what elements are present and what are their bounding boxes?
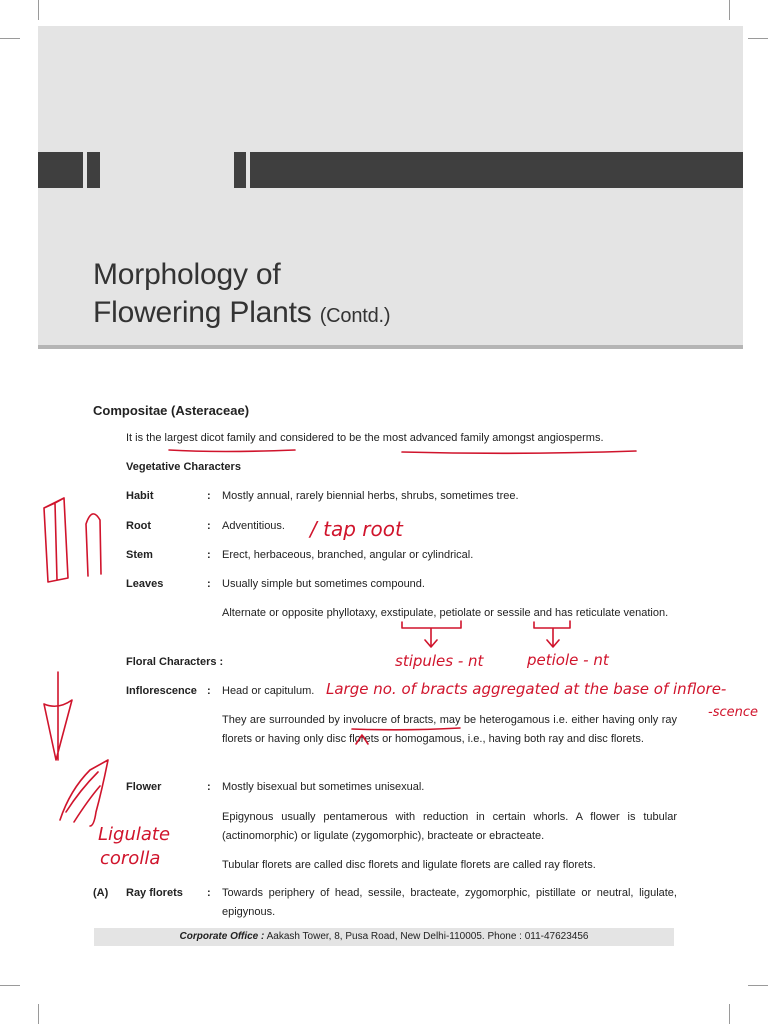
header-bar-tab xyxy=(100,152,234,188)
ray-enum: (A) xyxy=(93,887,109,899)
floral-heading: Floral Characters : xyxy=(126,656,224,668)
annotation-tap-root: / tap root xyxy=(310,517,403,541)
annotation-stipules: stipules - nt xyxy=(395,652,484,670)
brace-exstipulate xyxy=(402,621,461,647)
ligulate-corolla-sketch xyxy=(60,760,108,826)
vegetative-heading: Vegetative Characters xyxy=(126,461,241,473)
footer xyxy=(94,928,674,946)
row-text-leaves: Usually simple but sometimes compound. xyxy=(222,578,425,590)
row-label-habit: Habit xyxy=(126,490,154,502)
underline-largest-dicot xyxy=(169,450,295,452)
crop-mark xyxy=(729,1004,730,1024)
arrow-sketch xyxy=(44,672,72,760)
prism-sketch xyxy=(44,498,68,582)
crop-mark xyxy=(729,0,730,20)
annotation-corolla: corolla xyxy=(100,848,161,869)
annotation-bracts-line2: -scence xyxy=(708,705,758,720)
crop-mark xyxy=(38,0,39,20)
chapter-title xyxy=(93,256,390,335)
row-label-leaves: Leaves xyxy=(126,578,164,590)
row-text-ray-florets: Towards periphery of head, sessile, bracteate, zygomorphic, pistillate or neutral, ligulate, epigynous. xyxy=(222,887,677,918)
row-text-habit: Mostly annual, rarely biennial herbs, shrubs, sometimes tree. xyxy=(222,490,519,502)
colon: : xyxy=(207,549,211,561)
annotation-ligulate: Ligulate xyxy=(98,824,171,845)
colon: : xyxy=(207,520,211,532)
section-heading: Compositae (Asteraceae) xyxy=(93,403,250,418)
crop-mark xyxy=(748,985,768,986)
crop-mark xyxy=(38,1004,39,1024)
annotation-bracts-line1: Large no. of bracts aggregated at the base of inflore- xyxy=(326,680,727,698)
row-text-stem: Erect, herbaceous, branched, angular or cylindrical. xyxy=(222,549,474,561)
crop-mark xyxy=(748,38,768,39)
colon: : xyxy=(207,685,211,697)
flower-details: Epigynous usually pentamerous with reduction in certain whorls. A flower is tubular (actinomorphic) or ligulate (zygomorphic), bracteate or ebracteate. xyxy=(222,811,677,842)
arch-sketch xyxy=(86,514,101,576)
row-text-inflorescence: Head or capitulum. xyxy=(222,685,315,697)
title-line-1: Morphology of xyxy=(93,258,281,291)
row-text-root: Adventitious. xyxy=(222,520,285,532)
row-label-stem: Stem xyxy=(126,549,153,561)
row-label-root: Root xyxy=(126,520,152,532)
underline-most-advanced xyxy=(402,451,636,453)
section-intro: It is the largest dicot family and considered to be the most advanced family amongst angiosperms. xyxy=(126,432,604,444)
leaves-details: Alternate or opposite phyllotaxy, exstipulate, petiolate or sessile and has reticulate venation. xyxy=(222,607,669,619)
inflorescence-details: They are surrounded by involucre of bracts, may be heterogamous i.e. either having only ray florets or having only disc florets or homogamous, i.e., having both ray and disc florets. xyxy=(222,714,677,745)
footer-label: Corporate Office : xyxy=(179,931,265,942)
header-shadow xyxy=(38,345,743,349)
annotation-petiole: petiole - nt xyxy=(527,651,609,669)
row-label-flower: Flower xyxy=(126,781,162,793)
colon: : xyxy=(207,490,211,502)
title-line-2: Flowering Plants (Contd.) xyxy=(93,296,391,329)
row-text-flower: Mostly bisexual but sometimes unisexual. xyxy=(222,781,425,793)
footer-text: Aakash Tower, 8, Pusa Road, New Delhi-110005. Phone : 011-47623456 xyxy=(266,931,589,942)
title-suffix: (Contd.) xyxy=(319,305,391,327)
flower-florets-note: Tubular florets are called disc florets and ligulate florets are called ray florets. xyxy=(222,859,596,871)
crop-mark xyxy=(0,38,20,39)
row-label-ray-florets: Ray florets xyxy=(126,887,183,899)
colon: : xyxy=(207,781,211,793)
row-label-inflorescence: Inflorescence xyxy=(126,685,197,697)
colon: : xyxy=(207,578,211,590)
colon: : xyxy=(207,887,211,899)
header-bar-gap xyxy=(83,152,87,188)
header-bar-gap xyxy=(246,152,250,188)
brace-sessile xyxy=(534,621,570,647)
crop-mark xyxy=(0,985,20,986)
